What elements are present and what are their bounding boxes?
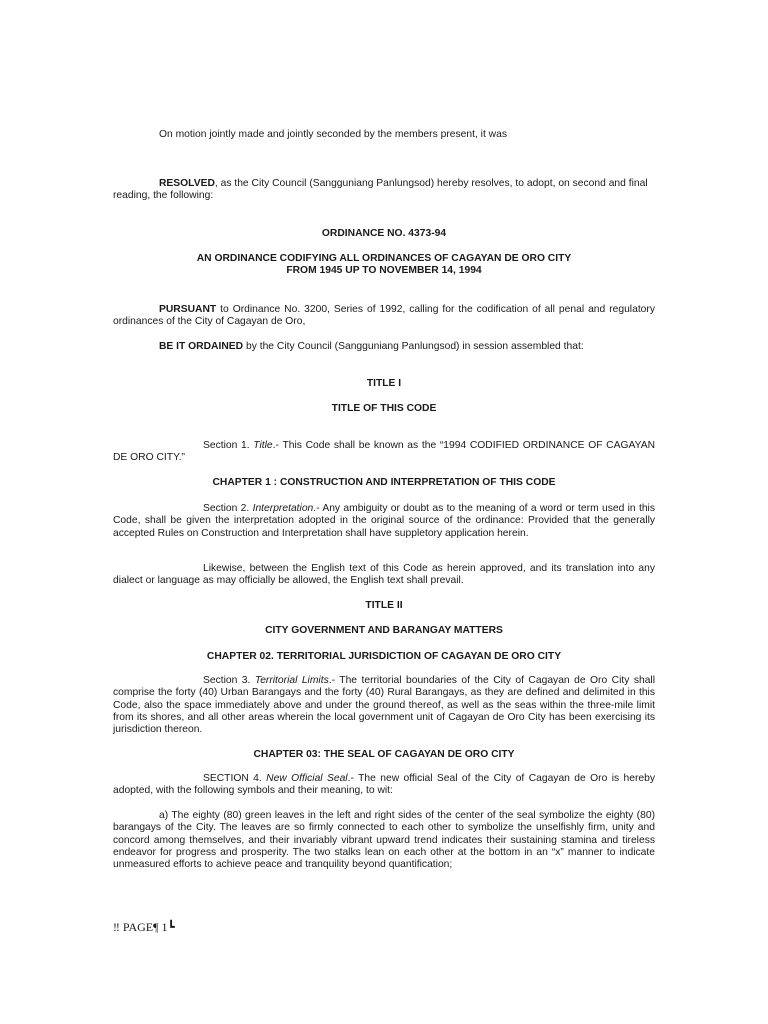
section-4-paragraph: SECTION 4. New Official Seal.- The new official Seal of the City of Cagayan de Oro is hereby adopted, with the following symbols and their meaning, to wit: — [113, 773, 656, 797]
ordinance-title: AN ORDINANCE CODIFYING ALL ORDINANCES OF CAGAYAN DE ORO CITY FROM 1945 UP TO NOVEMBER 14, 1994 — [196, 253, 572, 277]
likewise-paragraph: Likewise, between the English text of this Code as herein approved, and its translation into any dialect or language as may officially be allowed, the English text shall prevail. — [113, 563, 655, 587]
ordained-label: BE IT ORDAINED — [159, 341, 244, 352]
title-1-subheading: TITLE OF THIS CODE — [331, 403, 437, 414]
pursuant-paragraph: PURSUANT to Ordinance No. 3200, Series of 1992, calling for the codification of all penal and regulatory ordinances of the City of Cagayan de Oro, — [113, 304, 655, 328]
pursuant-label: PURSUANT — [159, 304, 217, 315]
section-1-paragraph: Section 1. Title.- This Code shall be known as the “1994 CODIFIED ORDINANCE OF CAGAYAN DE ORO CITY.” — [113, 440, 656, 464]
ordained-paragraph: BE IT ORDAINED by the City Council (Sangguniang Panlungsod) in session assembled that: — [159, 341, 584, 352]
chapter-02-heading: CHAPTER 02. TERRITORIAL JURISDICTION OF CAGAYAN DE ORO CITY — [206, 651, 562, 662]
section-3-paragraph: Section 3. Territorial Limits.- The territorial boundaries of the City of Cagayan de Oro City shall comprise the forty (40) Urban Barangays and the forty (40) Rural Barangays, as they are defined and delimited in this Code, also the space immediately above and under the ground thereof, as well as the seas within the three-mile limit from its shores, and all other areas wherein the local government unit of Cagayan de Oro City has been exercising its jurisdiction thereon. — [113, 675, 655, 736]
chapter-1-heading: CHAPTER 1 : CONSTRUCTION AND INTERPRETATION OF THIS CODE — [212, 477, 556, 488]
title-1-heading: TITLE I — [366, 378, 402, 389]
motion-paragraph: On motion jointly made and jointly seconded by the members present, it was — [159, 129, 507, 140]
resolved-paragraph: RESOLVED, as the City Council (Sangguniang Panlungsod) hereby resolves, to adopt, on second and final reading, the following: — [113, 178, 648, 202]
title-2-heading: TITLE II — [365, 600, 403, 611]
item-a-paragraph: a) The eighty (80) green leaves in the left and right sides of the center of the seal symbolize the eighty (80) barangays of the City. The leaves are so firmly connected to each other to symbolize the unselfishly firm, unity and concord among themselves, and their invariably vibrant upward trend indicates their sustaining stamina and tireless endeavor for progress and prosperity. The two stalks lean on each other at the bottom in an “x” manner to indicate unmeasured efforts to achieve peace and tranquility beyond quantification; — [113, 810, 655, 871]
page-footer: ‼ PAGE¶ 1┗ — [113, 920, 175, 934]
resolved-label: RESOLVED — [159, 178, 215, 189]
ordinance-number: ORDINANCE NO. 4373-94 — [321, 228, 447, 239]
title-2-subheading: CITY GOVERNMENT AND BARANGAY MATTERS — [265, 625, 503, 636]
section-2-paragraph: Section 2. Interpretation.- Any ambiguity or doubt as to the meaning of a word or term used in this Code, shall be given the interpretation adopted in the original source of the ordinance: Provided that the generally accepted Rules on Construction and Interpretation shall have suppletory application herein. — [113, 503, 655, 539]
chapter-03-heading: CHAPTER 03: THE SEAL OF CAGAYAN DE ORO CITY — [253, 749, 515, 760]
